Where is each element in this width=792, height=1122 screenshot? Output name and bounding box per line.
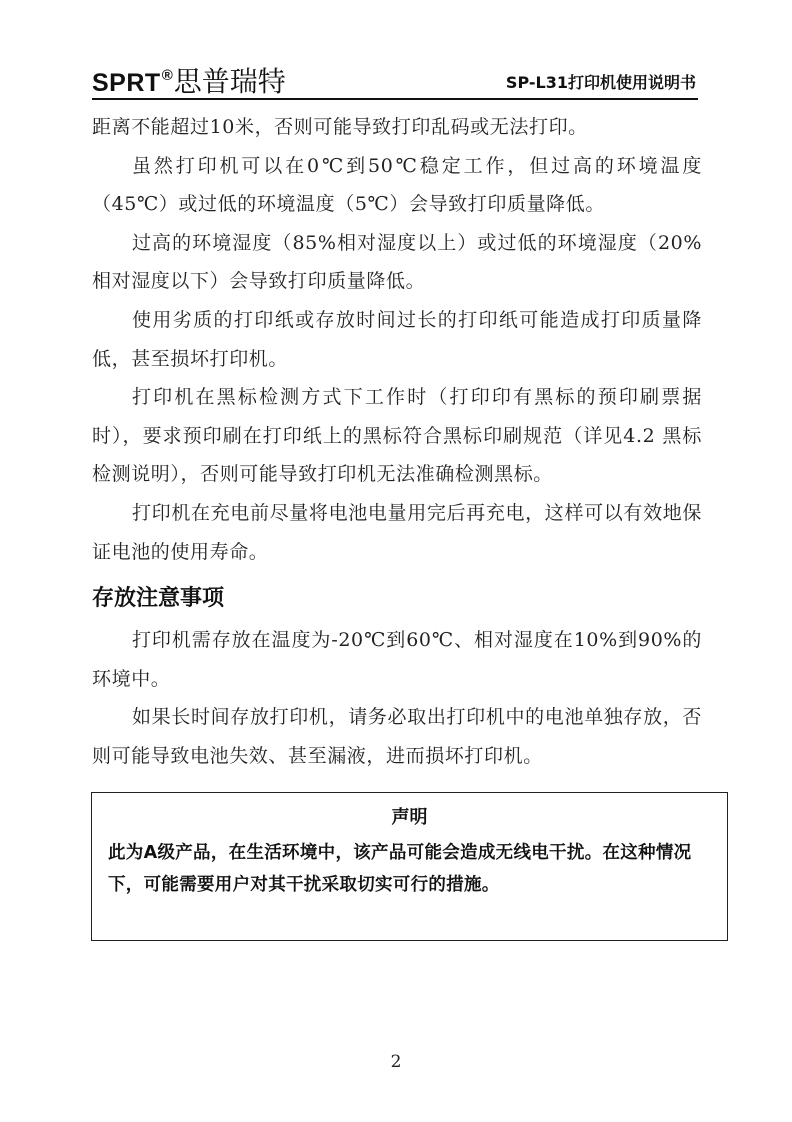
paragraph-humidity: 过高的环境湿度（85%相对湿度以上）或过低的环境湿度（20%相对湿度以下）会导致打印质量降低。	[92, 231, 702, 293]
brand-chinese: 思普瑞特	[173, 66, 286, 97]
section-heading-storage: 存放注意事项	[92, 586, 225, 612]
declaration-text: 此为A级产品，在生活环境中，该产品可能会造成无线电干扰。在这种情况下，可能需要用户对其干扰采取切实可行的措施。	[108, 843, 692, 895]
paragraph-temperature: 虽然打印机可以在0℃到50℃稳定工作，但过高的环境温度（45℃）或过低的环境温度（5℃）会导致打印质量降低。	[92, 154, 702, 216]
page-header	[92, 58, 698, 98]
paragraph-battery-charging: 打印机在充电前尽量将电池电量用完后再充电，这样可以有效地保证电池的使用寿命。	[92, 501, 702, 563]
document-title: SP-L31打印机使用说明书	[505, 73, 696, 92]
page-number: 2	[390, 1052, 402, 1072]
paragraph-continued: 距离不能超过10米，否则可能导致打印乱码或无法打印。	[92, 116, 588, 138]
brand-latin: SPRT	[92, 69, 161, 97]
declaration-title: 声明	[391, 807, 428, 828]
header-divider	[92, 98, 698, 100]
paragraph-paper-quality: 使用劣质的打印纸或存放时间过长的打印纸可能造成打印质量降低，甚至损坏打印机。	[92, 308, 702, 370]
brand-logo	[92, 60, 286, 100]
paragraph-black-mark: 打印机在黑标检测方式下工作时（打印印有黑标的预印刷票据时），要求预印刷在打印纸上的黑标符合黑标印刷规范（详见4.2 黑标检测说明），否则可能导致打印机无法准确检测黑标。	[92, 386, 702, 486]
body-text	[92, 108, 702, 776]
registered-mark: ®	[161, 67, 173, 84]
paragraph-storage-conditions: 打印机需存放在温度为-20℃到60℃、相对湿度在10%到90%的环境中。	[92, 629, 702, 690]
paragraph-long-term-storage: 如果长时间存放打印机，请务必取出打印机中的电池单独存放，否则可能导致电池失效、甚至漏液，进而损坏打印机。	[92, 706, 702, 767]
declaration-box	[91, 792, 728, 941]
